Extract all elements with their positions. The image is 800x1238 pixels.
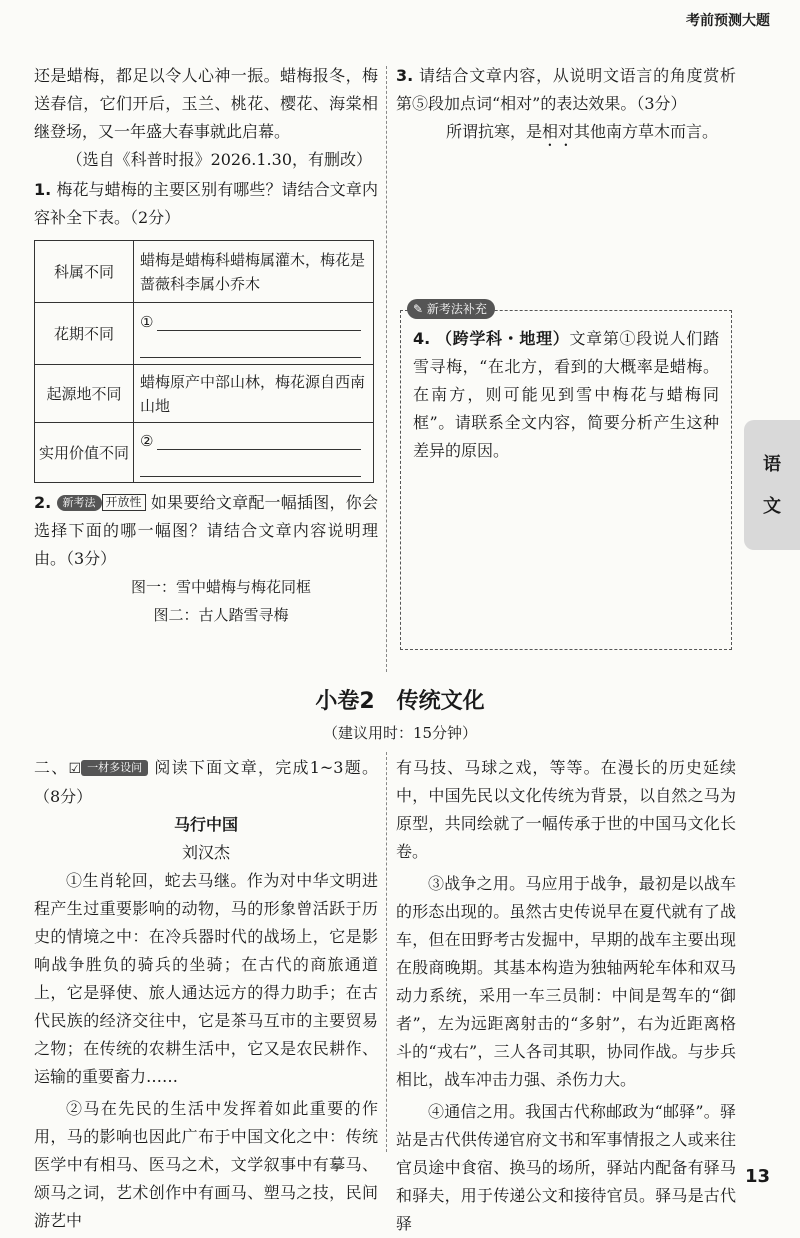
supplement-badge-label: 新考法补充 [426,302,487,316]
table-row [35,241,374,303]
part2-instruction [34,754,378,811]
question-1-number: 1. [34,180,52,199]
table-row-content: 蜡梅是蜡梅科蜡梅属灌木，梅花是蔷薇科李属小乔木 [134,241,374,303]
left-top-column [34,62,378,629]
question-3-number: 3. [396,66,414,85]
comparison-table [34,240,374,483]
paragraph-2-continued: 有马技、马球之戏，等等。在漫长的历史延续中，中国先民以文化传统为背景，以自然之马为原型，共同绘就了一幅传承于世的中国马文化长卷。 [396,758,736,861]
article-title: 马行中国 [173,815,238,834]
table-row-label: 花期不同 [35,303,134,365]
supplement-box [400,302,732,650]
question-4-tag: （跨学科・地理） [436,329,570,348]
question-2-number: 2. [34,493,52,512]
answer-marker: ② [140,431,154,450]
new-method-badge: 新考法 [57,495,102,511]
paragraph-1: ①生肖轮回，蛇去马继。作为对中华文明进程产生过重要影响的动物，马的形象曾活跃于历史的情境之中：在冷兵器时代的战场上，它是影响战争胜负的骑兵的坐骑；在古代的商旅通道上，它是驿使、旅人通达远方的得力助手；在古代民族的经济交往中，它是茶马互市的主要贸易之物；在传统的农耕生活中，它又是农民耕作、运输的重要畜力…… [34,871,378,1086]
table-row-label: 科属不同 [35,241,134,303]
answer-cell-2 [134,423,374,483]
article-author: 刘汉杰 [181,843,230,862]
header-title: 考前预测大题 [686,13,770,29]
side-tab-char: 文 [763,496,781,517]
answer-blank[interactable] [157,429,361,450]
part-number: 二、 [34,758,69,777]
question-1-text: 梅花与蜡梅的主要区别有哪些？请结合文章内容补全下表。（2分） [34,180,378,227]
question-4-number: 4. [413,329,431,348]
quote-text: 所谓抗寒，是 [446,122,543,141]
table-row [35,423,374,483]
source-note: （选自《科普时报》2026.1.30，有删改） [66,150,372,169]
question-3 [396,62,736,118]
instruction-text: 阅读下面文章，完成1~3题。（8分） [34,758,378,806]
suggested-time: （建议用时：15分钟） [322,724,478,742]
question-2 [34,489,378,573]
table-row-label: 实用价值不同 [35,423,134,483]
table-row [35,365,374,423]
answer-cell-1 [134,303,374,365]
section-title: 小卷2 传统文化 [315,689,485,714]
question-4 [413,325,719,465]
answer-blank[interactable] [140,456,361,477]
side-tab-char: 语 [763,454,781,475]
answer-blank[interactable] [140,337,361,358]
table-row [35,303,374,365]
question-3-text: 请结合文章内容，从说明文语言的角度赏析第⑤段加点词“相对”的表达效果。（3分） [396,66,736,113]
answer-marker: ① [140,312,154,331]
answer-blank[interactable] [157,310,361,331]
question-2-text: 如果要给文章配一幅插图，你会选择下面的哪一幅图？请结合文章内容说明理由。（3分） [34,493,378,568]
option-2: 图二：古人踏雪寻梅 [153,606,289,624]
question-4-text: 文章第①段说人们踏雪寻梅，“在北方，看到的大概率是蜡梅。在南方，则可能见到雪中梅花与蜡梅同框”。请联系全文内容，简要分析产生这种差异的原因。 [413,329,719,460]
supplement-badge [407,299,495,319]
paragraph-3: ③战争之用。马应用于战争，最初是以战车的形态出现的。虽然古史传说早在夏代就有了战车，但在田野考古发掘中，早期的战车主要出现在殷商晚期。其基本构造为独轴两轮车体和双马动力系统，采用一车三员制：中间是驾车的“御者”，左为远距离射击的“多射”，右为近距离格斗的“戎右”，三人各司其职，协同作战。与步兵相比，战车冲击力强、杀伤力大。 [396,874,736,1089]
quote-text: 其他南方草木而言。 [574,122,719,141]
right-bottom-column [396,754,736,1238]
open-tag: 开放性 [102,494,146,511]
subject-side-tab [744,420,800,550]
right-top-column [396,62,736,150]
paragraph-4: ④通信之用。我国古代称邮政为“邮驿”。驿站是古代供传递官府文书和军事情报之人或来往官员途中食宿、换马的场所，驿站内配备有驿马和驿夫，用于传递公文和接待官员。驿马是古代驿 [396,1102,736,1233]
quoted-sentence [396,118,736,150]
intro-paragraph: 还是蜡梅，都足以令人心神一振。蜡梅报冬，梅送春信，它们开后，玉兰、桃花、樱花、海棠相继登场，又一年盛大春事就此启幕。 [34,66,378,141]
page-number: 13 [744,1166,770,1187]
column-divider [386,752,387,1152]
column-divider [386,66,387,672]
option-1: 图一：雪中蜡梅与梅花同框 [130,578,311,596]
table-row-label: 起源地不同 [35,365,134,423]
paragraph-2: ②马在先民的生活中发挥着如此重要的作用，马的影响也因此广布于中国文化之中：传统医学中有相马、医马之术，文学叙事中有摹马、颂马之词，艺术创作中有画马、塑马之技，民间游艺中 [34,1099,378,1230]
question-1 [34,176,378,232]
lightbulb-icon: ✎ [413,302,427,316]
left-bottom-column [34,754,378,1235]
multi-question-badge: 一材多设问 [81,760,148,776]
dotted-word: 相对 [542,122,575,141]
checkbox-icon: ☑ [68,761,82,777]
table-row-content: 蜡梅原产中部山林，梅花源自西南山地 [134,365,374,423]
